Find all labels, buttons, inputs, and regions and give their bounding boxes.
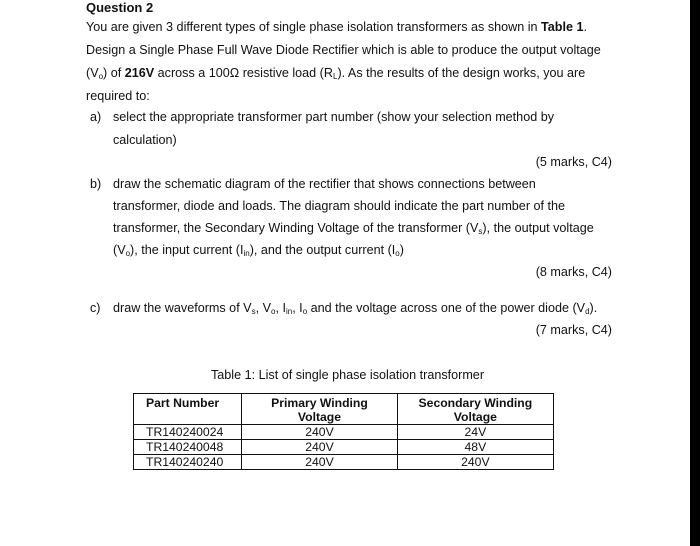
part-b-line-1: draw the schematic diagram of the rectifier that shows connections between bbox=[113, 177, 536, 191]
table-row bbox=[134, 425, 554, 440]
header-primary-voltage bbox=[242, 394, 398, 425]
part-a-marks: (5 marks, C4) bbox=[535, 155, 612, 169]
cell-part-number: TR140240024 bbox=[134, 425, 242, 440]
part-b-label: b) bbox=[90, 177, 102, 191]
intro-line-4: required to: bbox=[86, 89, 150, 103]
cell-primary-voltage: 240V bbox=[242, 455, 398, 470]
header-primary-voltage-text: Primary Winding Voltage bbox=[271, 396, 368, 424]
cell-secondary-voltage: 24V bbox=[397, 425, 553, 440]
cell-primary-voltage: 240V bbox=[242, 440, 398, 455]
part-a-line-2: calculation) bbox=[113, 133, 177, 147]
table-row bbox=[134, 440, 554, 455]
part-a-line-1: select the appropriate transformer part number (show your selection method by bbox=[113, 110, 554, 124]
cell-part-number: TR140240048 bbox=[134, 440, 242, 455]
cell-part-number: TR140240240 bbox=[134, 455, 242, 470]
header-part-number: Part Number bbox=[134, 394, 242, 425]
table-row bbox=[134, 455, 554, 470]
part-b-line-2: transformer, diode and loads. The diagram should indicate the part number of the bbox=[113, 199, 566, 213]
part-b-line-3: transformer, the Secondary Winding Voltage of the transformer $(V_s)$, the output voltage bbox=[113, 221, 594, 236]
intro-line-2: Design a Single Phase Full Wave Diode Rectifier which is able to produce the output voltage bbox=[86, 43, 601, 57]
part-b-marks: (8 marks, C4) bbox=[535, 265, 612, 279]
question-title: Question 2 bbox=[86, 0, 154, 15]
cell-secondary-voltage: 240V bbox=[397, 455, 553, 470]
cell-primary-voltage: 240V bbox=[242, 425, 398, 440]
part-b-line-4: $(V_o)$, the input current $(I_{in})$, and the output current $(I_o)$ bbox=[113, 243, 404, 258]
header-secondary-voltage-text: Secondary Winding Voltage bbox=[418, 396, 533, 424]
cell-secondary-voltage: 48V bbox=[397, 440, 553, 455]
intro-line-3: $(V_o)$ of 216V across a 100Ω resistive load $(R_L)$. As the results of the design works, you are bbox=[86, 66, 586, 81]
table-header-row bbox=[134, 394, 554, 425]
part-c-line-1: draw the waveforms of $V_s$, $V_o$, $I_{in}$, $I_o$ and the voltage across one of the power diode $(V_d)$. bbox=[113, 301, 598, 316]
intro-line-1: You are given 3 different types of single phase isolation transformers as shown in Table 1. bbox=[86, 20, 588, 34]
part-c-marks: (7 marks, C4) bbox=[535, 323, 612, 337]
transformer-table bbox=[133, 393, 554, 470]
table-caption: Table 1: List of single phase isolation transformer bbox=[211, 368, 485, 382]
part-c-label: c) bbox=[90, 301, 101, 315]
part-a-label: a) bbox=[90, 110, 102, 124]
header-secondary-voltage bbox=[397, 394, 553, 425]
